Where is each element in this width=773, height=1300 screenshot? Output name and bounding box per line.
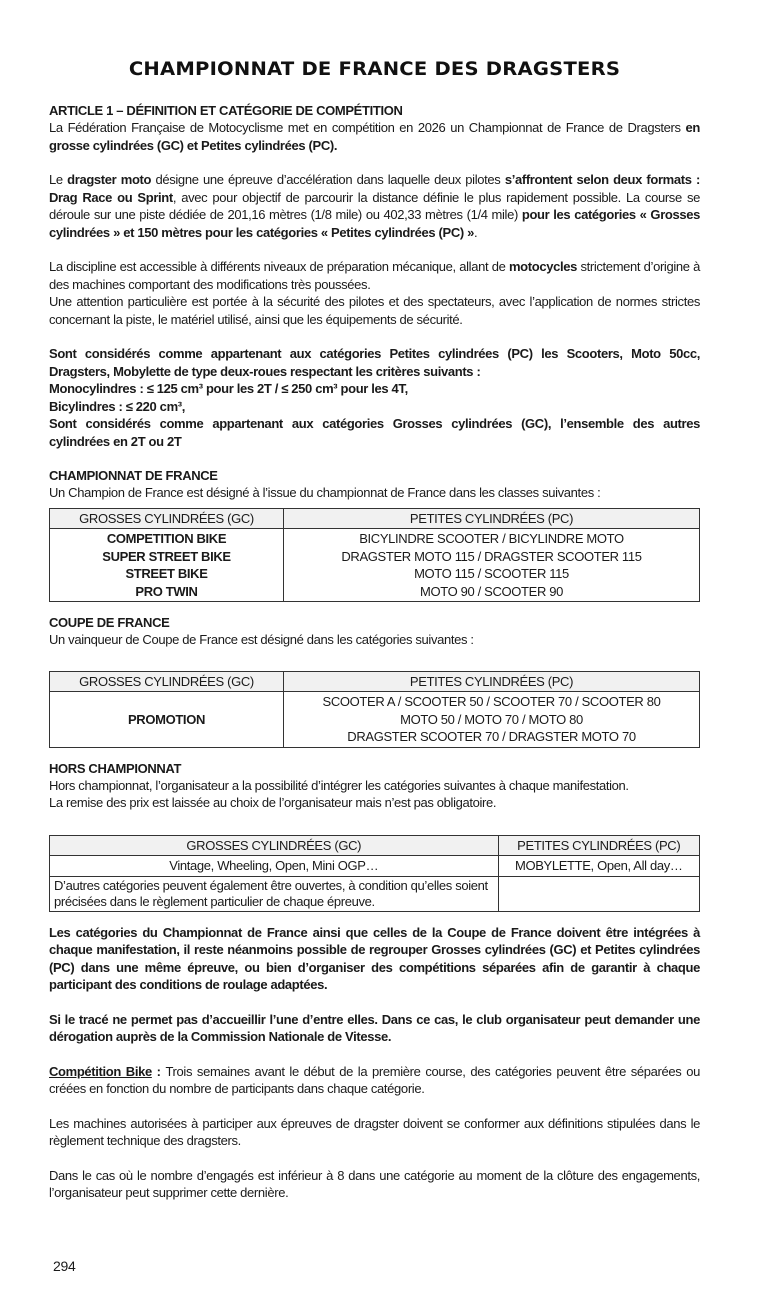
pc-class: DRAGSTER MOTO 115 / DRAGSTER SCOOTER 115: [341, 548, 642, 564]
table-header-gc: GROSSES CYLINDRÉES (GC): [50, 835, 499, 856]
text-span: .: [473, 224, 478, 240]
table-header-gc: GROSSES CYLINDRÉES (GC): [50, 508, 284, 529]
table-row: [50, 856, 700, 877]
competition-bike-label: Compétition Bike: [49, 1063, 152, 1079]
integration-paragraph: Les catégories du Championnat de France ainsi que celles de la Coupe de France doivent être intégrées à chaque manifestation, il reste néanmoins possible de regrouper Grosses cylindrées (GC) et Petites cylindrées (PC) dans une même épreuve, ou bien d’organiser des compétitions séparées afin de garantir à chaque participant des conditions de roulage adaptées.: [49, 924, 700, 992]
page-number: 294: [53, 1258, 76, 1274]
discipline-paragraph: [49, 258, 700, 293]
gc-class: STREET BIKE: [125, 566, 208, 581]
gc-classes-cell: [50, 529, 284, 602]
table-header-pc: PETITES CYLINDRÉES (PC): [284, 508, 700, 529]
table-header-pc: PETITES CYLINDRÉES (PC): [284, 671, 700, 692]
table-header-row: [50, 508, 700, 529]
gc-cell: D’autres catégories peuvent également être ouvertes, à condition qu’elles soient précisées dans le règlement particulier de chaque épreuve.: [50, 876, 499, 911]
text-span: strictement d’origine à des machines comportant des modifications très poussées.: [49, 259, 700, 292]
pc-classes-cell: [284, 529, 700, 602]
pc-cell: MOBYLETTE, Open, All day…: [498, 856, 700, 877]
bold-span: motocycles: [508, 259, 577, 274]
gc-definition: Sont considérés comme appartenant aux catégories Grosses cylindrées (GC), l’ensemble des autres cylindrées en 2T ou 2T: [49, 416, 700, 449]
pc-classes-cell: [284, 692, 700, 748]
competition-bike-paragraph: [49, 1063, 700, 1098]
pc-class: MOTO 115 / SCOOTER 115: [414, 566, 569, 581]
championnat-table: [49, 508, 700, 603]
championnat-intro: Un Champion de France est désigné à l’issue du championnat de France dans les classes suivantes :: [49, 485, 601, 500]
pc-class: SCOOTER A / SCOOTER 50 / SCOOTER 70 / SCOOTER 80: [322, 694, 661, 709]
gc-class: PRO TWIN: [135, 583, 198, 599]
text-span: , avec pour objectif de parcourir la distance définie le plus rapidement possible. La course se déroule sur une piste dédiée de 201,16 mètres (1/8 mile) ou 402,33 mètres (1/4 mile): [49, 189, 700, 222]
table-header-pc: PETITES CYLINDRÉES (PC): [498, 835, 700, 856]
intro-bold-text: en grosse cylindrées (GC) et Petites cylindrées (PC).: [49, 120, 700, 153]
table-header-row: [50, 671, 700, 692]
pc-class: BICYLINDRE SCOOTER / BICYLINDRE MOTO: [359, 531, 624, 546]
pc-class: MOTO 50 / MOTO 70 / MOTO 80: [400, 711, 583, 727]
table-row: [50, 876, 700, 911]
hors-intro-2: La remise des prix est laissée au choix de l’organisateur mais n’est pas obligatoire.: [49, 795, 497, 810]
minimum-entries-paragraph: Dans le cas où le nombre d’engagés est inférieur à 8 dans une catégorie au moment de la clôture des engagements, l’organisateur peut supprimer cette dernière.: [49, 1167, 700, 1200]
article1-heading: ARTICLE 1 – DÉFINITION ET CATÉGORIE DE COMPÉTITION: [49, 103, 403, 118]
coupe-table: [49, 671, 700, 748]
pc-class: MOTO 90 / SCOOTER 90: [419, 583, 564, 599]
pc-definition-3: Bicylindres : ≤ 220 cm³,: [49, 398, 186, 414]
pc-definition-1: Sont considérés comme appartenant aux catégories Petites cylindrées (PC) les Scooters, Moto 50cc, Dragsters, Mobylette de type deux-roues respectant les critères suivants :: [49, 346, 700, 379]
hors-table: [49, 835, 700, 912]
text-span: Trois semaines avant le début de la première course, des catégories peuvent être séparées ou créées en fonction du nombre de participants dans chaque catégorie.: [49, 1063, 701, 1096]
text-span: désigne une épreuve d’accélération dans laquelle deux pilotes: [151, 172, 505, 187]
bold-span: s’affrontent selon deux formats : Drag Race ou Sprint: [49, 172, 700, 205]
coupe-intro: Un vainqueur de Coupe de France est désigné dans les catégories suivantes :: [49, 632, 474, 647]
gc-class: COMPETITION BIKE: [106, 531, 227, 546]
bold-span: dragster moto: [67, 172, 152, 187]
gc-class: SUPER STREET BIKE: [102, 548, 231, 564]
table-header-row: [50, 835, 700, 856]
article1-intro: [49, 119, 700, 154]
table-row: [50, 529, 700, 602]
bold-span: pour les catégories « Grosses cylindrées » et 150 mètres pour les catégories « Petites cylindrées (PC) »: [49, 207, 701, 240]
hors-intro-1: Hors championnat, l’organisateur a la possibilité d’intégrer les catégories suivantes à chaque manifestation.: [49, 777, 629, 793]
table-row: [50, 692, 700, 748]
technical-rules-paragraph: Les machines autorisées à participer aux épreuves de dragster doivent se conformer aux définitions stipulées dans le règlement technique des dragsters.: [49, 1115, 700, 1148]
pc-definition-2: Monocylindres : ≤ 125 cm³ pour les 2T / ≤ 250 cm³ pour les 4T,: [49, 381, 408, 396]
dragster-definition-paragraph: [49, 171, 700, 241]
coupe-heading: COUPE DE FRANCE: [49, 615, 170, 630]
intro-text: La Fédération Française de Motocyclisme met en compétition en 2026 un Championnat de France de Dragsters: [49, 120, 686, 135]
document-page: [49, 56, 700, 1202]
pc-class: DRAGSTER SCOOTER 70 / DRAGSTER MOTO 70: [347, 729, 636, 744]
page-title: CHAMPIONNAT DE FRANCE DES DRAGSTERS: [128, 58, 621, 80]
derogation-paragraph: Si le tracé ne permet pas d’accueillir l’une d’entre elles. Dans ce cas, le club organisateur peut demander une dérogation auprès de la Commission Nationale de Vitesse.: [49, 1011, 700, 1044]
gc-cell: Vintage, Wheeling, Open, Mini OGP…: [50, 856, 499, 877]
safety-paragraph: Une attention particulière est portée à la sécurité des pilotes et des spectateurs, avec l’application de normes strictes concernant la piste, le matériel utilisé, ainsi que les équipements de sécurité.: [49, 294, 700, 327]
colon: :: [151, 1063, 166, 1079]
text-span: La discipline est accessible à différents niveaux de préparation mécanique, allant de: [49, 259, 509, 274]
championnat-heading: CHAMPIONNAT DE FRANCE: [49, 468, 218, 483]
pc-cell: [498, 876, 700, 911]
table-header-gc: GROSSES CYLINDRÉES (GC): [50, 671, 284, 692]
hors-heading: HORS CHAMPIONNAT: [49, 760, 182, 776]
text-span: Le: [49, 172, 68, 187]
gc-classes-cell: PROMOTION: [50, 692, 284, 748]
